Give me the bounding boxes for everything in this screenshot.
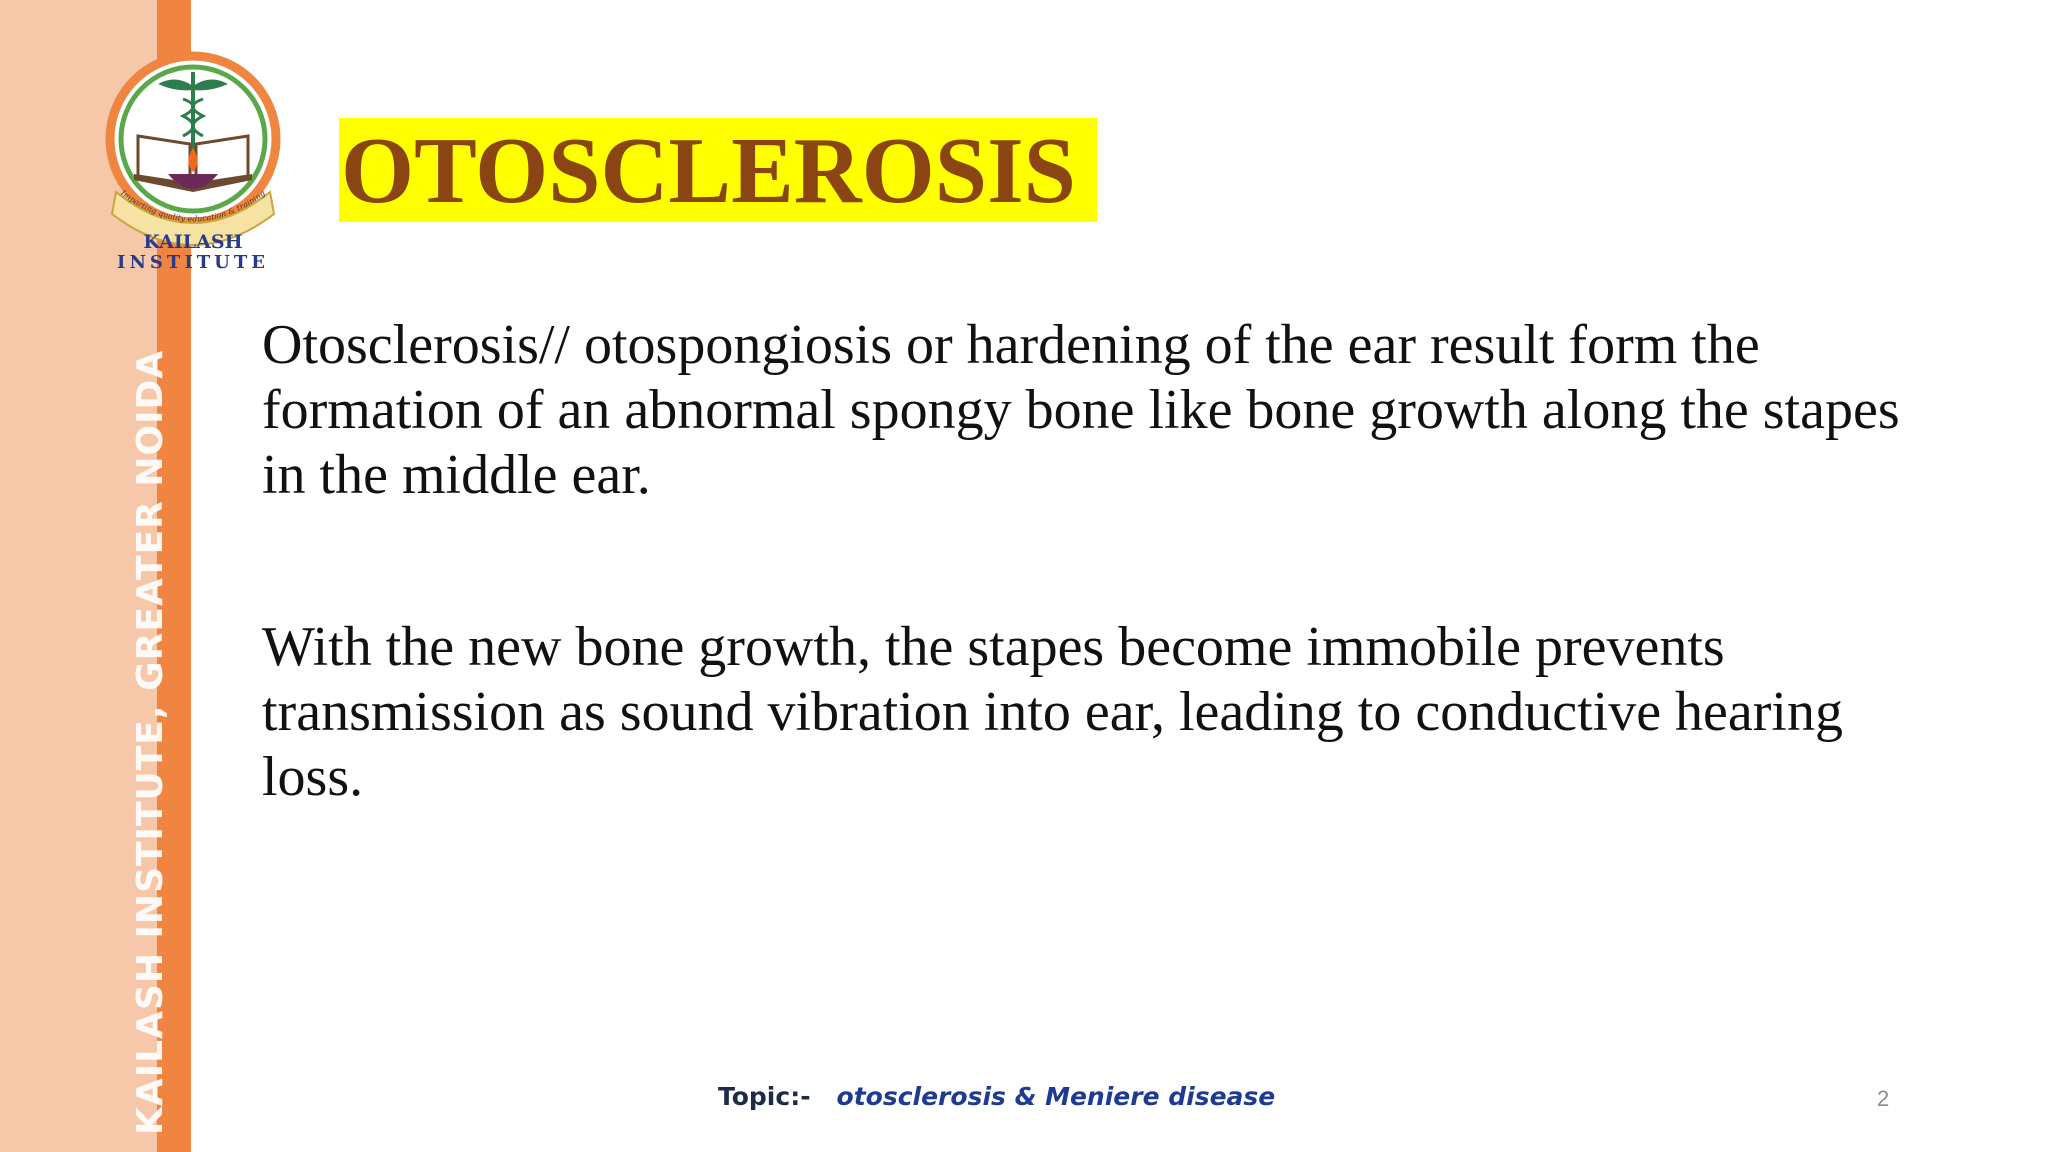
slide-title: OTOSCLEROSIS [341, 119, 1076, 223]
footer-topic-line [718, 1082, 1275, 1111]
logo-name-line1: KAILASH [143, 231, 243, 253]
footer-topic: otosclerosis & Meniere disease [836, 1082, 1276, 1111]
logo-name-line2: INSTITUTE [117, 252, 269, 273]
page-number: 2 [1877, 1086, 1890, 1111]
institute-logo [98, 44, 288, 274]
sidebar-vertical-text: KAILASH INSTITUTE, GREATER NOIDA [130, 349, 171, 1135]
logo-motto: Imparting quality education & training [119, 188, 267, 224]
paragraph-effect: With the new bone growth, the stapes become immobile prevents transmission as sound vibration into ear, leading to conductive hearing loss. [262, 616, 1843, 808]
footer-label: Topic:- [718, 1082, 811, 1111]
paragraph-definition: Otosclerosis// otospongiosis or hardening of the ear result form the formation of an abnormal spongy bone like bone growth along the stapes in the middle ear. [262, 314, 1900, 506]
